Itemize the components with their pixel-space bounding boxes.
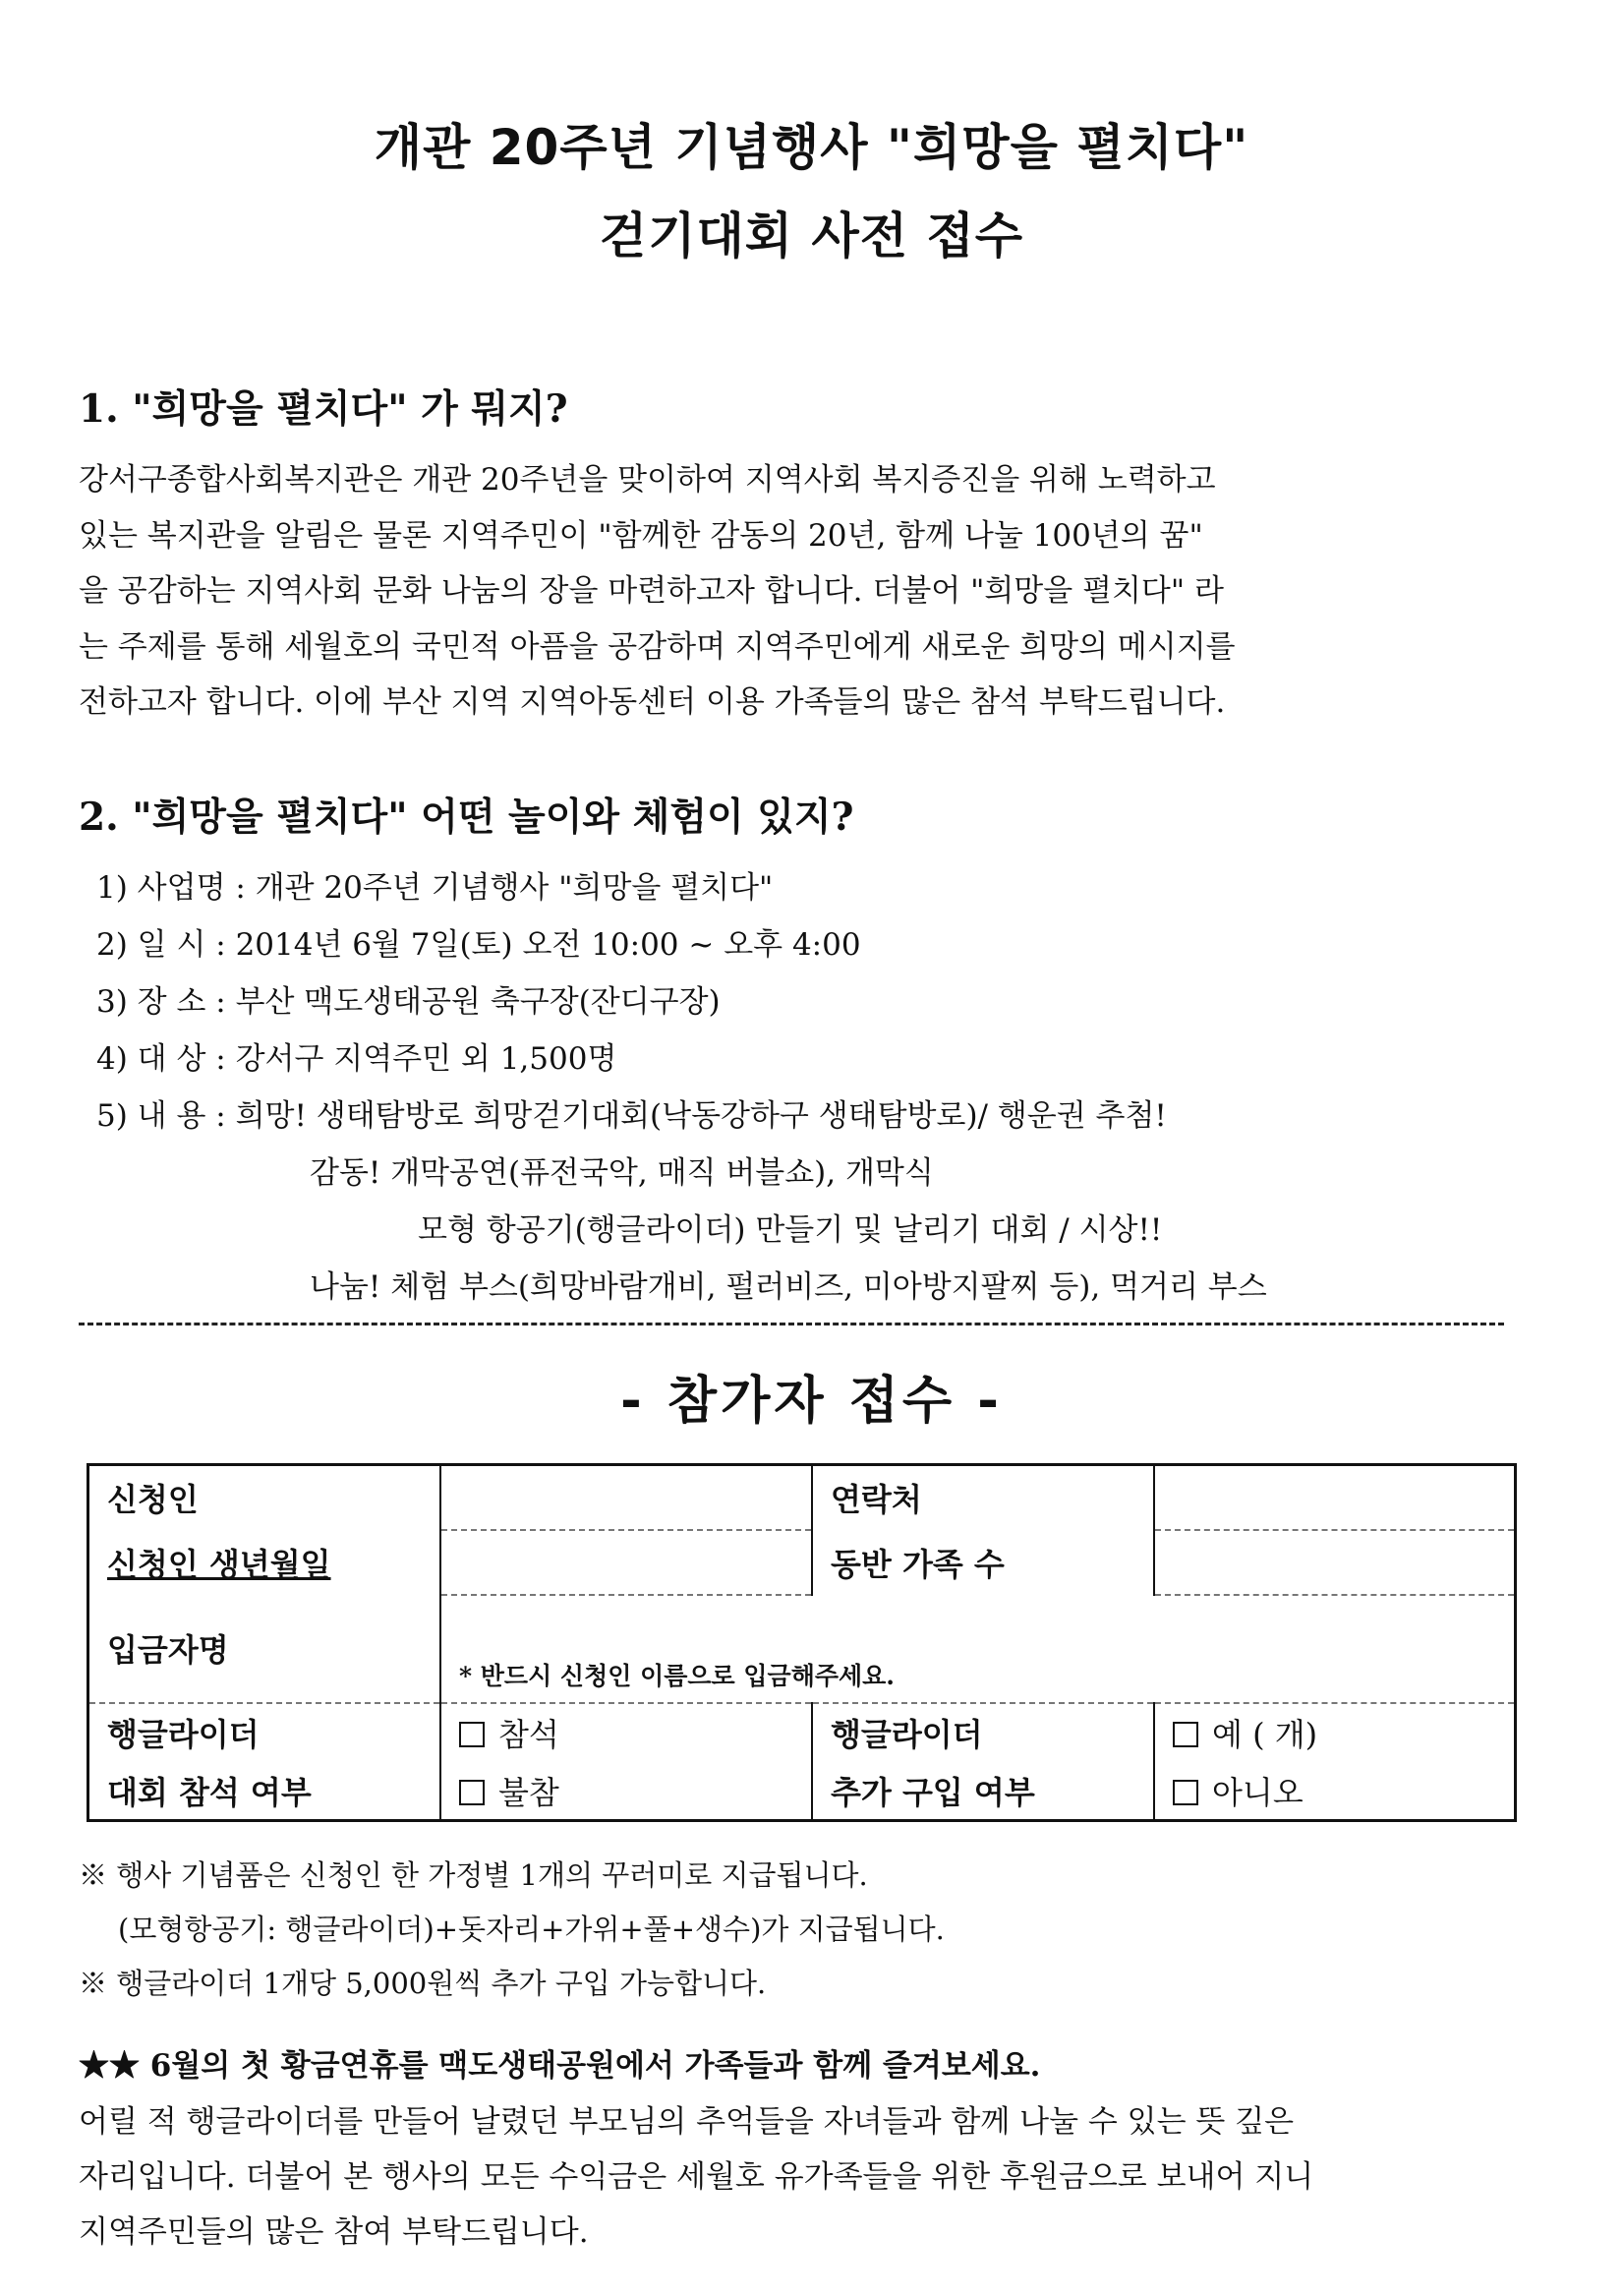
- closing-line: 어릴 적 행글라이더를 만들어 날렸던 부모님의 추억들을 자녀들과 함께 나눌 수 있는 뜻 깊은: [79, 2104, 1295, 2140]
- section1-paragraph: [79, 452, 1543, 731]
- hang-buy-label: 행글라이더: [812, 1703, 1154, 1762]
- section2-heading: 2. "희망을 펼치다" 어떤 놀이와 체험이 있지?: [79, 795, 854, 840]
- buy-yes-option[interactable]: [1154, 1703, 1516, 1762]
- paragraph-line: 있는 복지관을 알림은 물론 지역주민이 "함께한 감동의 20년, 함께 나눌 100년의 꿈": [79, 517, 1203, 554]
- program-item: 5) 내 용 : 희망! 생태탐방로 희망걷기대회(낙동강하구 생태탐방로)/ 행운권 추첨!: [96, 1098, 1167, 1134]
- family-count-label: 동반 가족 수: [812, 1530, 1154, 1595]
- birth-label: [88, 1530, 441, 1595]
- program-item: 3) 장 소 : 부산 맥도생태공원 축구장(잔디구장): [96, 984, 721, 1020]
- note-line: ※ 행글라이더 1개당 5,000원씩 추가 구입 가능합니다.: [79, 1967, 767, 2000]
- depositor-note: * 반드시 신청인 이름으로 입금해주세요.: [459, 1661, 895, 1690]
- attend-no-label: 불참: [498, 1773, 559, 1811]
- note-line: (모형항공기: 행글라이더)+돗자리+가위+풀+생수)가 지급됩니다.: [118, 1913, 945, 1946]
- paragraph-line: 을 공감하는 지역사회 문화 나눔의 장을 마련하고자 합니다. 더불어 "희망을 펼치다" 라: [79, 573, 1224, 609]
- hang-attend-label-2: 대회 참석 여부: [88, 1762, 441, 1821]
- attend-yes-label: 참석: [498, 1716, 559, 1753]
- checkbox-icon[interactable]: [1173, 1722, 1198, 1747]
- birth-label-text: 신청인 생년월일: [107, 1545, 331, 1583]
- closing-paragraph: [79, 2094, 1543, 2260]
- attend-no-option[interactable]: [440, 1762, 812, 1821]
- attend-yes-option[interactable]: [440, 1703, 812, 1762]
- checkbox-icon[interactable]: [459, 1780, 485, 1805]
- paragraph-line: 는 주제를 통해 세월호의 국민적 아픔을 공감하며 지역주민에게 새로운 희망의 메시지를: [79, 628, 1236, 665]
- hang-attend-label: 행글라이더: [88, 1703, 441, 1762]
- program-item: 1) 사업명 : 개관 20주년 기념행사 "희망을 펼치다": [96, 870, 774, 906]
- family-count-field[interactable]: [1154, 1530, 1516, 1595]
- registration-title: - 참가자 접수 -: [620, 1372, 1003, 1431]
- hang-buy-label-2: 추가 구입 여부: [812, 1762, 1154, 1821]
- closing-headline: ★★ 6월의 첫 황금연휴를 맥도생태공원에서 가족들과 함께 즐겨보세요.: [79, 2048, 1041, 2084]
- document-subtitle: 걷기대회 사전 접수: [599, 207, 1024, 265]
- applicant-field[interactable]: [440, 1465, 812, 1530]
- section1-heading: 1. "희망을 펼치다" 가 뭐지?: [79, 386, 568, 432]
- checkbox-icon[interactable]: [459, 1722, 485, 1747]
- contact-field[interactable]: [1154, 1465, 1516, 1530]
- buy-no-label: 아니오: [1212, 1773, 1304, 1811]
- program-item: 4) 대 상 : 강서구 지역주민 외 1,500명: [96, 1041, 617, 1077]
- depositor-field[interactable]: [440, 1595, 1516, 1703]
- registration-form: [87, 1463, 1517, 1822]
- paragraph-line: 강서구종합사회복지관은 개관 20주년을 맞이하여 지역사회 복지증진을 위해 노력하고: [79, 462, 1216, 498]
- program-item: 2) 일 시 : 2014년 6월 7일(토) 오전 10:00 ~ 오후 4:00: [96, 927, 861, 963]
- document-title: 개관 20주년 기념행사 "희망을 펼치다": [374, 119, 1249, 176]
- checkbox-icon[interactable]: [1173, 1780, 1198, 1805]
- note-line: ※ 행사 기념품은 신청인 한 가정별 1개의 꾸러미로 지급됩니다.: [79, 1858, 868, 1892]
- program-sub-item: 모형 항공기(행글라이더) 만들기 및 날리기 대회 / 시상!!: [418, 1212, 1163, 1248]
- program-sub-item: 나눔! 체험 부스(희망바람개비, 펄러비즈, 미아방지팔찌 등), 먹거리 부스: [310, 1269, 1267, 1305]
- contact-label: 연락처: [812, 1465, 1154, 1530]
- depositor-label: 입금자명: [88, 1595, 441, 1703]
- applicant-label: 신청인: [88, 1465, 441, 1530]
- birth-field[interactable]: [440, 1530, 812, 1595]
- buy-yes-label: 예 ( 개): [1212, 1716, 1318, 1753]
- closing-line: 지역주민들의 많은 참여 부탁드립니다.: [79, 2214, 589, 2250]
- buy-no-option[interactable]: [1154, 1762, 1516, 1821]
- cut-line: [79, 1323, 1504, 1325]
- paragraph-line: 전하고자 합니다. 이에 부산 지역 지역아동센터 이용 가족들의 많은 참석 부탁드립니다.: [79, 684, 1226, 720]
- program-sub-item: 감동! 개막공연(퓨전국악, 매직 버블쇼), 개막식: [310, 1155, 934, 1191]
- closing-line: 자리입니다. 더불어 본 행사의 모든 수익금은 세월호 유가족들을 위한 후원금으로 보내어 지니: [79, 2159, 1314, 2195]
